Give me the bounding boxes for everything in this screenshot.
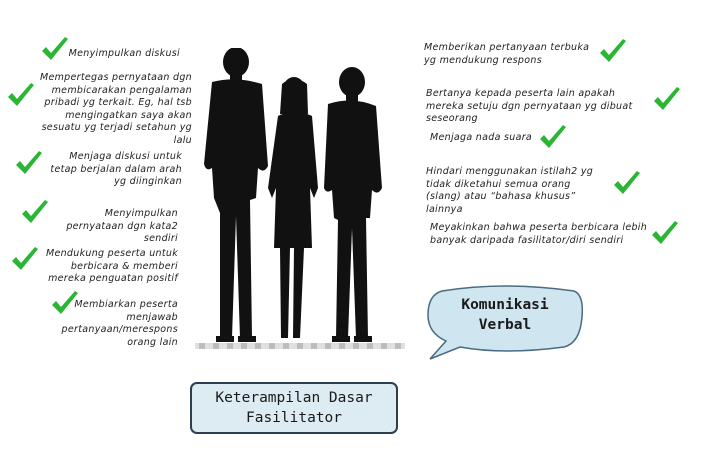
right-item-2: Bertanya kepada peserta lain apakah mereka setuju dgn pernyataan yg dibuat seseorang [426, 88, 633, 124]
left-item-4: Menyimpulkan pernyataan dgn kata2 sendiri [66, 208, 178, 244]
left-item-5: Mendukung peserta untuk berbicara & memberi mereka penguatan positif [45, 248, 178, 284]
left-item-2: Mempertegas pernyataan dgn membicarakan pengalaman pribadi yg terkait. Eg, hal tsb mengingatkan saya akan sesuatu yg terjadi setahun yg lalu [39, 72, 192, 146]
left-item-1: Menyimpulkan diskusi [68, 48, 180, 59]
check-icon [10, 246, 40, 272]
check-icon [6, 82, 36, 108]
check-icon [598, 38, 628, 64]
check-icon [652, 86, 682, 112]
check-icon [612, 170, 642, 196]
check-icon [14, 150, 44, 176]
left-item-6: Membiarkan peserta menjawab pertanyaan/merespons orang lain [61, 299, 178, 348]
right-item-4: Hindari menggunakan istilah2 yg tidak diketahui semua orang (slang) atau “bahasa khusus” lainnya [426, 166, 594, 215]
left-item-3: Menjaga diskusi untuk tetap berjalan dalam arah yg diinginkan [50, 151, 182, 187]
right-item-3: Menjaga nada suara [430, 132, 533, 143]
check-icon [538, 124, 568, 150]
check-icon [40, 36, 70, 62]
floor-shadow [195, 338, 405, 352]
right-item-1: Memberikan pertanyaan terbuka yg mendukung respons [424, 42, 590, 66]
right-item-5: Meyakinkan bahwa peserta berbicara lebih banyak daripada fasilitator/diri sendiri [430, 222, 648, 246]
check-icon [650, 220, 680, 246]
callout-text: Komunikasi Verbal [461, 297, 549, 333]
title-box [190, 382, 398, 434]
page-title: Keterampilan Dasar Fasilitator [215, 390, 373, 426]
check-icon [20, 199, 50, 225]
people-silhouette [192, 48, 402, 350]
check-icon [50, 290, 80, 316]
